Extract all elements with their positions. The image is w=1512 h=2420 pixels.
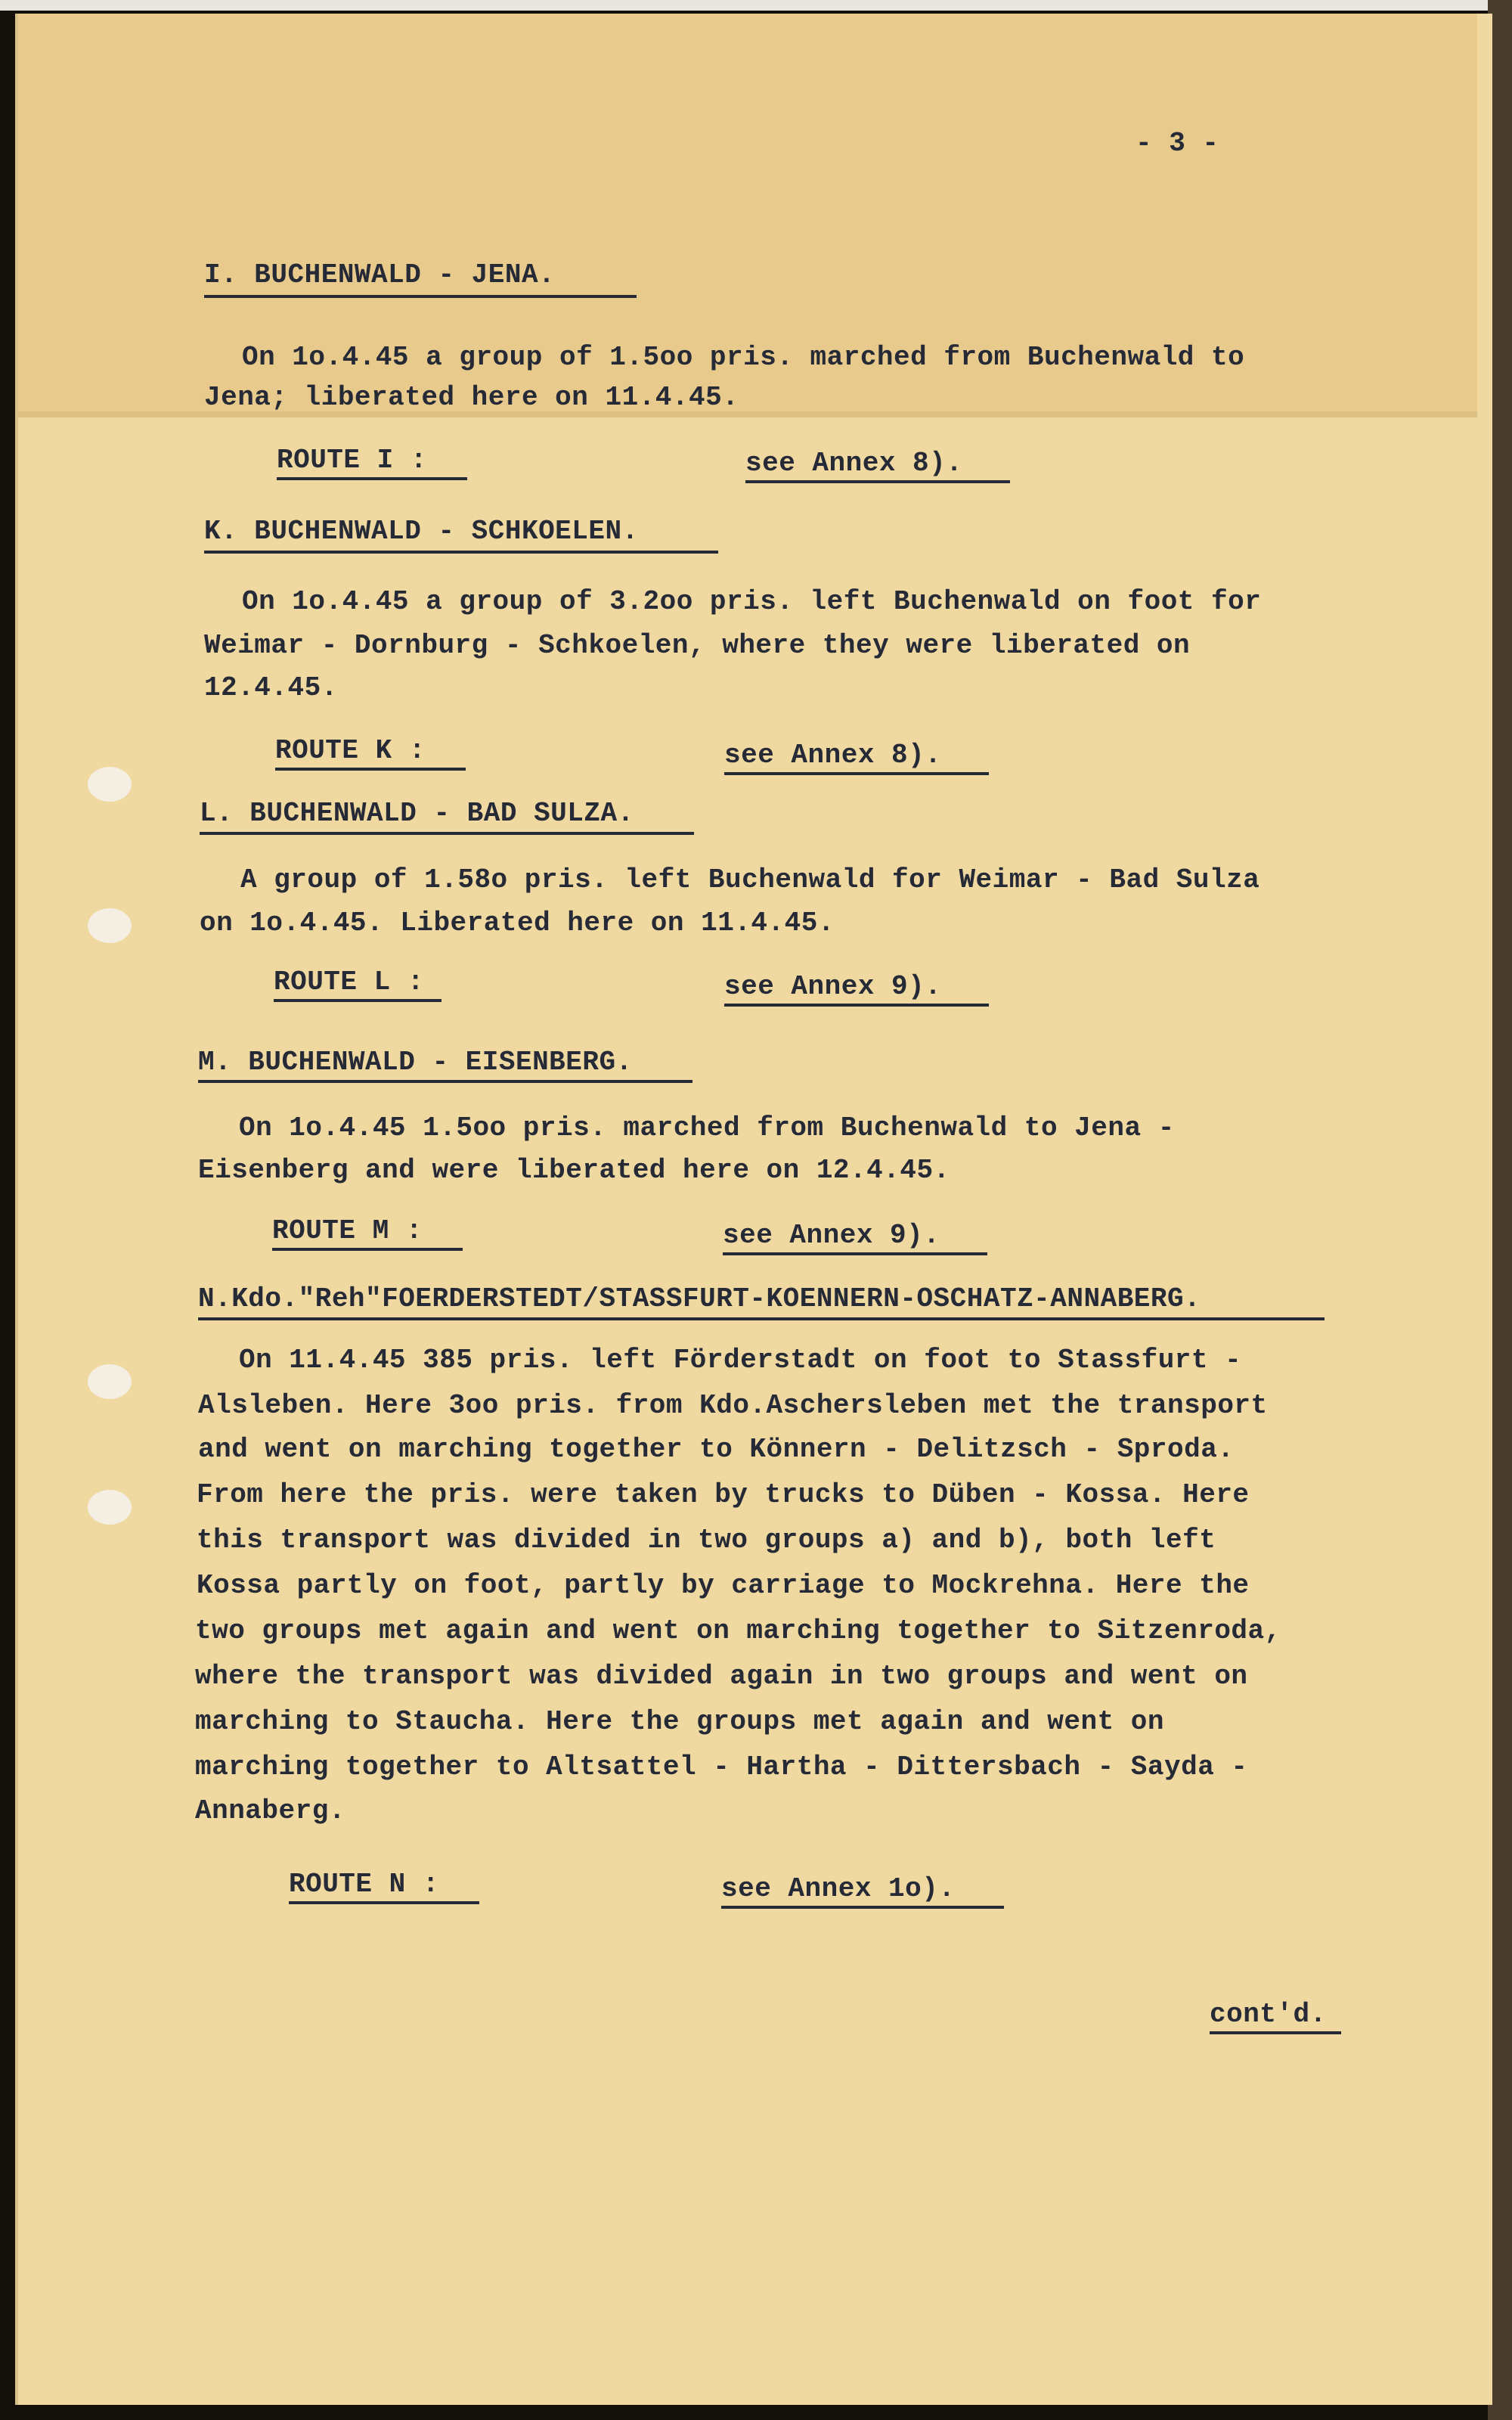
annex-underline <box>721 1906 1004 1909</box>
section-heading: N.Kdo."Reh"FOERDERSTEDT/STASSFURT-KOENNERN-OSCHATZ-ANNABERG. <box>198 1283 1201 1314</box>
annex-reference: see Annex 8). <box>745 448 963 479</box>
route-label: ROUTE L : <box>274 966 424 997</box>
section-heading: L. BUCHENWALD - BAD SULZA. <box>200 798 634 829</box>
body-line: marching together to Altsattel - Hartha - Dittersbach - Sayda - <box>195 1751 1248 1782</box>
annex-underline <box>724 772 989 775</box>
section-heading: M. BUCHENWALD - EISENBERG. <box>198 1047 633 1078</box>
page-number: - 3 - <box>1136 128 1219 159</box>
body-line: 12.4.45. <box>204 672 338 703</box>
annex-reference: see Annex 9). <box>724 971 942 1002</box>
heading-underline <box>204 295 637 298</box>
heading-underline <box>200 832 694 835</box>
body-line: marching to Staucha. Here the groups met again and went on <box>195 1706 1165 1737</box>
continued-underline <box>1210 2031 1341 2034</box>
annex-underline <box>724 1004 989 1007</box>
scan-top-edge <box>0 0 1512 11</box>
route-label: ROUTE K : <box>275 735 426 766</box>
punch-hole <box>88 1364 132 1399</box>
body-line: On 1o.4.45 a group of 1.5oo pris. marched from Buchenwald to <box>242 342 1245 373</box>
body-line: on 1o.4.45. Liberated here on 11.4.45. <box>200 908 835 939</box>
route-label: ROUTE I : <box>277 445 427 476</box>
route-underline <box>272 1248 463 1251</box>
section-heading: I. BUCHENWALD - JENA. <box>204 259 556 290</box>
body-line: On 11.4.45 385 pris. left Förderstadt on foot to Stassfurt - <box>239 1345 1242 1376</box>
body-line: Kossa partly on foot, partly by carriage to Mockrehna. Here the <box>197 1570 1250 1601</box>
heading-underline <box>198 1317 1325 1320</box>
continued-note: cont'd. <box>1210 1999 1327 2030</box>
document-page <box>15 14 1492 2405</box>
body-line: Weimar - Dornburg - Schkoelen, where they were liberated on <box>204 630 1191 661</box>
annex-reference: see Annex 9). <box>723 1220 940 1251</box>
body-line: this transport was divided in two groups a) and b), both left <box>197 1525 1216 1556</box>
body-line: A group of 1.58o pris. left Buchenwald for Weimar - Bad Sulza <box>240 864 1260 895</box>
annex-underline <box>723 1252 987 1255</box>
heading-underline <box>198 1080 692 1083</box>
body-line: where the transport was divided again in two groups and went on <box>195 1661 1248 1692</box>
body-line: Annaberg. <box>195 1795 345 1826</box>
body-line: and went on marching together to Könnern - Delitzsch - Sproda. <box>198 1434 1235 1465</box>
body-line: Jena; liberated here on 11.4.45. <box>204 382 739 413</box>
section-heading: K. BUCHENWALD - SCHKOELEN. <box>204 516 639 547</box>
heading-underline <box>204 551 718 554</box>
body-line: From here the pris. were taken by trucks to Düben - Kossa. Here <box>197 1479 1250 1510</box>
route-label: ROUTE N : <box>289 1869 439 1900</box>
body-line: On 1o.4.45 1.5oo pris. marched from Buchenwald to Jena - <box>239 1112 1175 1143</box>
body-line: Eisenberg and were liberated here on 12.4.45. <box>198 1155 950 1186</box>
route-label: ROUTE M : <box>272 1215 423 1246</box>
punch-hole <box>88 908 132 943</box>
route-underline <box>274 999 442 1002</box>
body-line: two groups met again and went on marching together to Sitzenroda, <box>195 1615 1281 1646</box>
body-line: Alsleben. Here 3oo pris. from Kdo.Aschersleben met the transport <box>198 1390 1268 1421</box>
annex-reference: see Annex 1o). <box>721 1873 956 1904</box>
route-underline <box>289 1901 479 1904</box>
route-underline <box>277 477 467 480</box>
route-underline <box>275 768 466 771</box>
punch-hole <box>88 767 132 802</box>
body-line: On 1o.4.45 a group of 3.2oo pris. left Buchenwald on foot for <box>242 586 1262 617</box>
annex-underline <box>745 480 1010 483</box>
annex-reference: see Annex 8). <box>724 740 942 771</box>
punch-hole <box>88 1490 132 1525</box>
